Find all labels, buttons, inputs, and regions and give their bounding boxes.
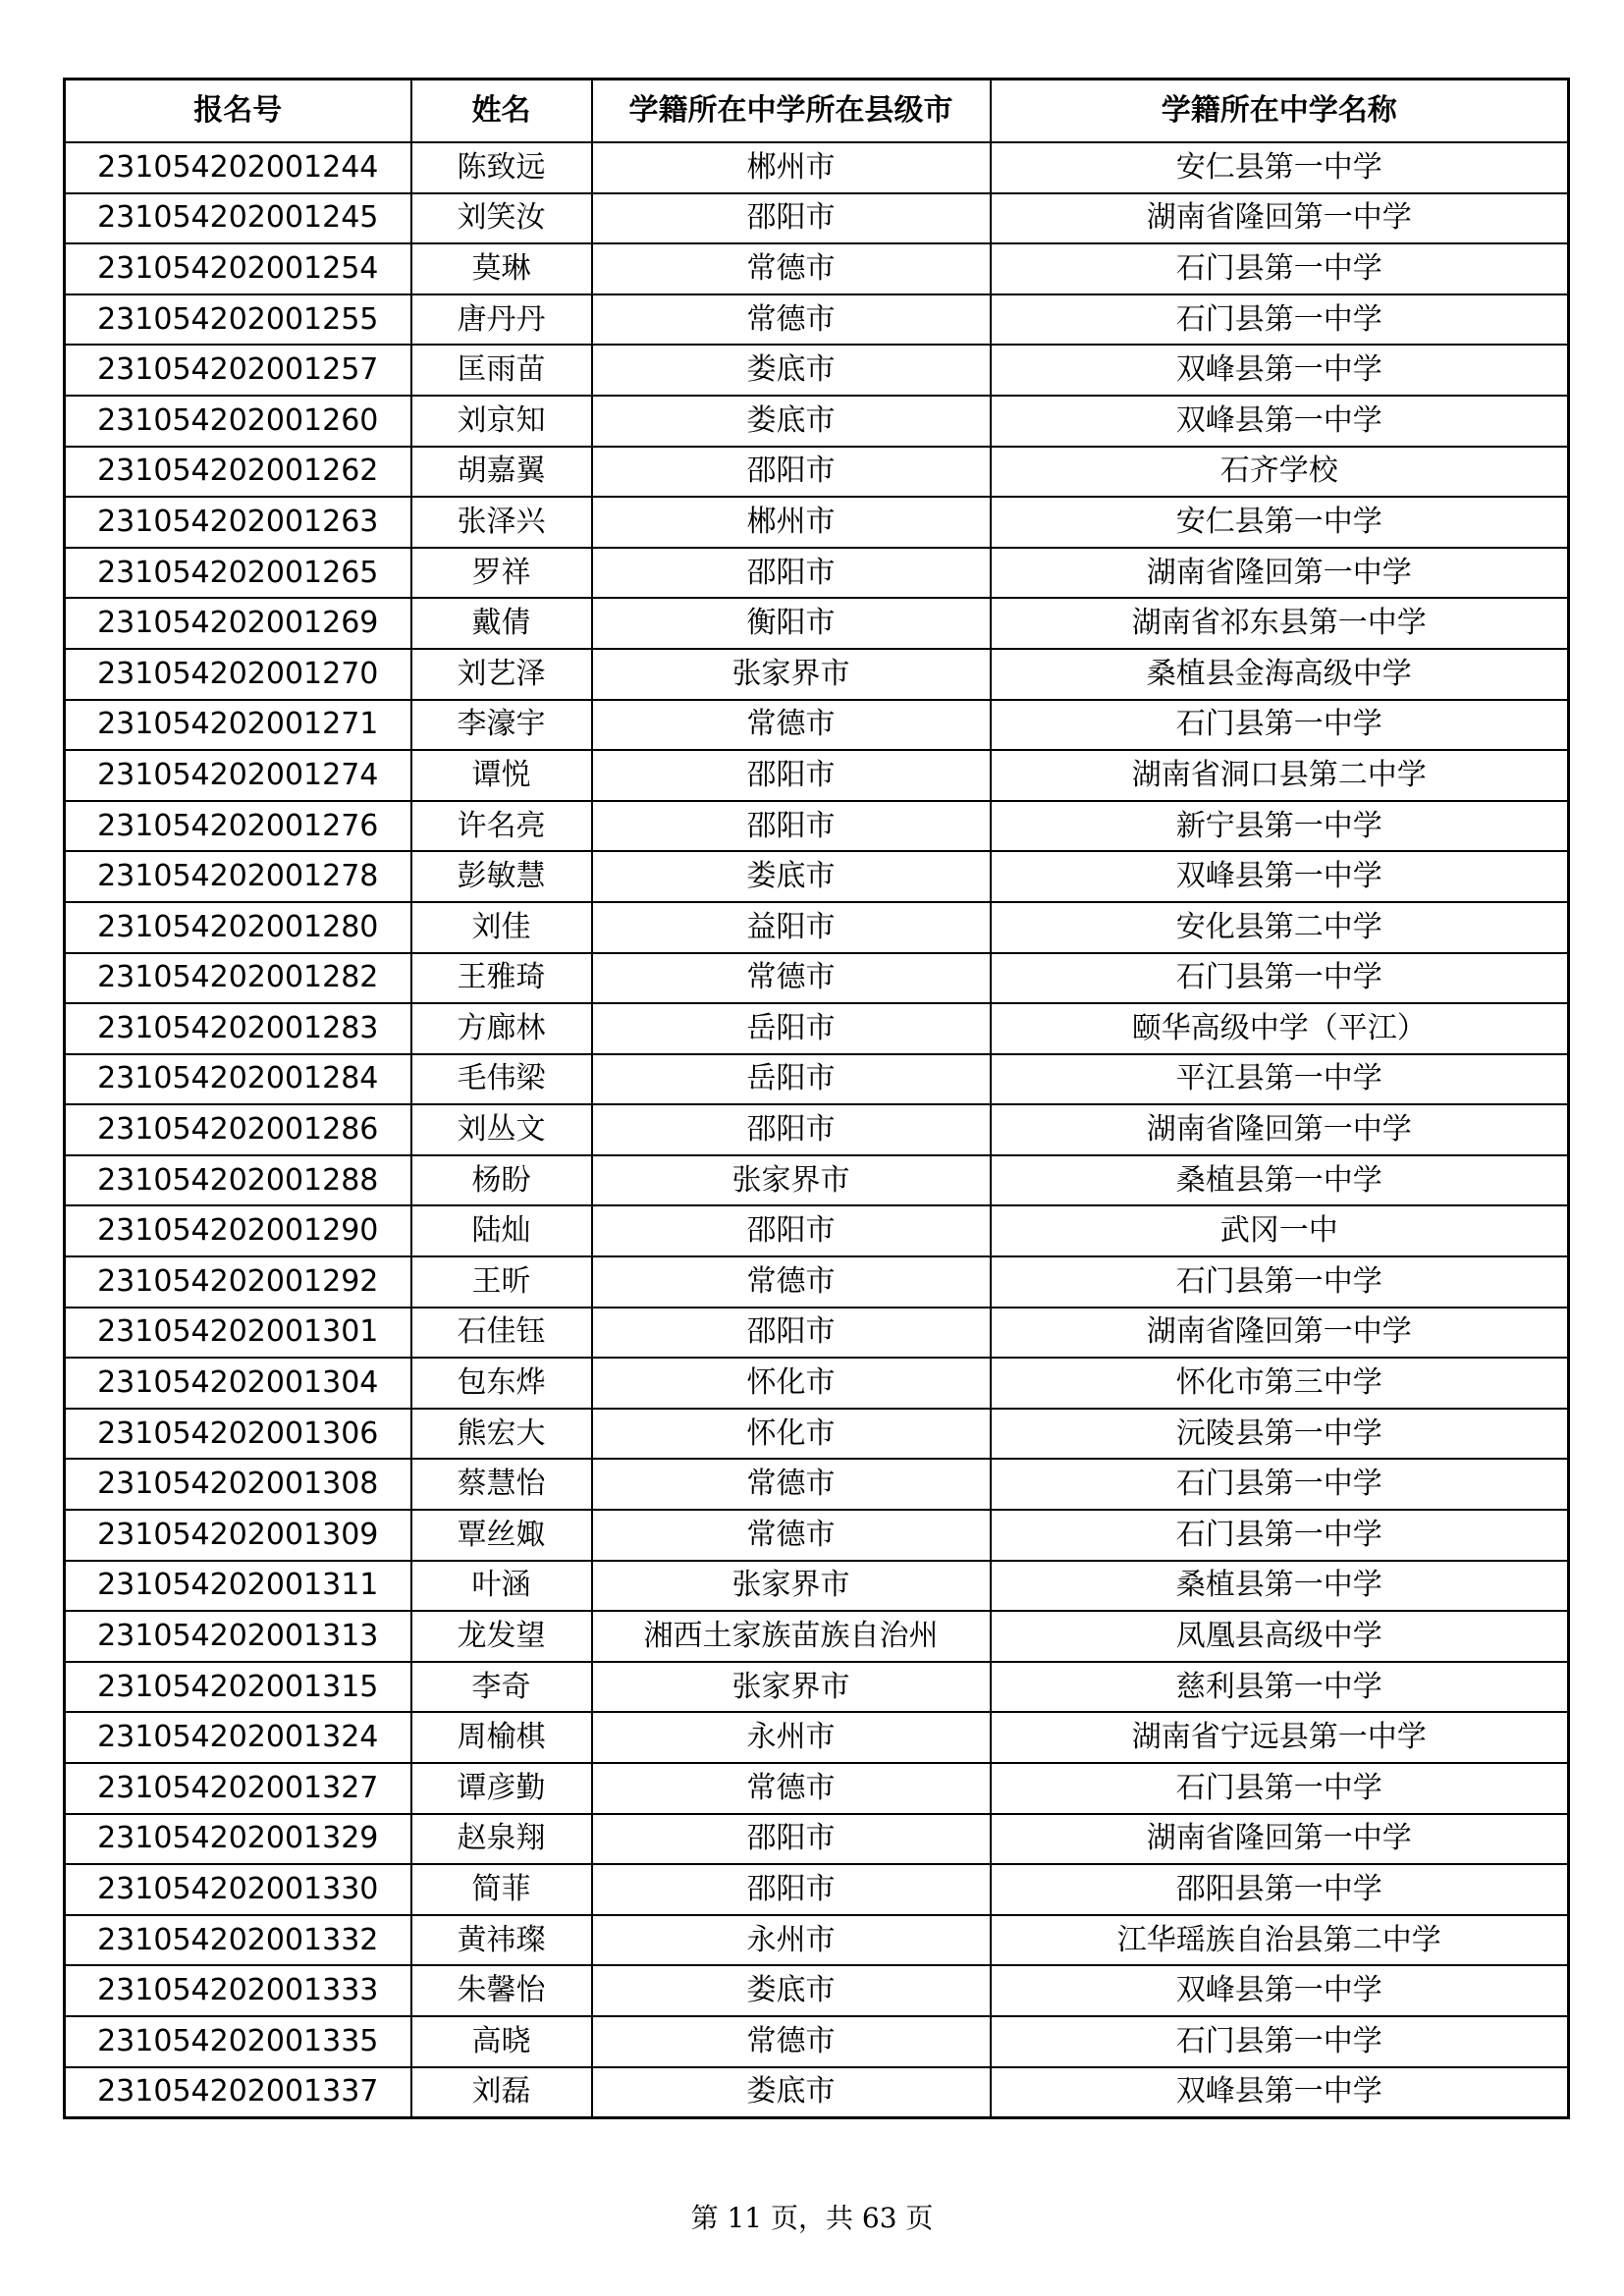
- school-name-cell: 慈利县第一中学: [991, 1662, 1569, 1713]
- name-cell: 杨盼: [411, 1155, 592, 1206]
- table-row: [65, 1965, 1569, 2016]
- table-row: [65, 1814, 1569, 1865]
- school-name-cell: 湖南省宁远县第一中学: [991, 1712, 1569, 1763]
- header-school-name: 学籍所在中学名称: [991, 80, 1569, 143]
- school-city-cell: 常德市: [592, 243, 991, 294]
- registration-number-cell: 231054202001309: [65, 1510, 411, 1561]
- table-row: [65, 1459, 1569, 1510]
- school-name-cell: 湖南省隆回第一中学: [991, 193, 1569, 244]
- table-row: [65, 1712, 1569, 1763]
- table-row: [65, 2067, 1569, 2118]
- registration-number-cell: 231054202001301: [65, 1308, 411, 1359]
- table-row: [65, 1104, 1569, 1155]
- name-cell: 许名亮: [411, 801, 592, 852]
- school-name-cell: 安化县第二中学: [991, 902, 1569, 953]
- school-name-cell: 石门县第一中学: [991, 243, 1569, 294]
- school-city-cell: 常德市: [592, 700, 991, 751]
- name-cell: 赵泉翔: [411, 1814, 592, 1865]
- school-city-cell: 怀化市: [592, 1358, 991, 1409]
- school-name-cell: 湖南省洞口县第二中学: [991, 750, 1569, 801]
- school-city-cell: 怀化市: [592, 1409, 991, 1460]
- name-cell: 包东烨: [411, 1358, 592, 1409]
- school-name-cell: 颐华高级中学（平江）: [991, 1003, 1569, 1054]
- school-city-cell: 娄底市: [592, 396, 991, 447]
- table-row: [65, 1915, 1569, 1966]
- name-cell: 陆灿: [411, 1205, 592, 1256]
- name-cell: 罗祥: [411, 548, 592, 599]
- school-city-cell: 常德市: [592, 2016, 991, 2067]
- registration-number-cell: 231054202001333: [65, 1965, 411, 2016]
- school-name-cell: 湖南省隆回第一中学: [991, 1104, 1569, 1155]
- school-name-cell: 石门县第一中学: [991, 953, 1569, 1004]
- registration-number-cell: 231054202001327: [65, 1763, 411, 1814]
- school-city-cell: 邵阳市: [592, 1864, 991, 1915]
- table-row: [65, 649, 1569, 700]
- school-city-cell: 张家界市: [592, 1662, 991, 1713]
- name-cell: 彭敏慧: [411, 851, 592, 902]
- registration-number-cell: 231054202001330: [65, 1864, 411, 1915]
- school-name-cell: 石齐学校: [991, 447, 1569, 498]
- school-city-cell: 郴州市: [592, 497, 991, 548]
- table-row: [65, 851, 1569, 902]
- school-city-cell: 常德市: [592, 1763, 991, 1814]
- header-school-city: 学籍所在中学所在县级市: [592, 80, 991, 143]
- name-cell: 刘艺泽: [411, 649, 592, 700]
- school-name-cell: 湖南省隆回第一中学: [991, 1308, 1569, 1359]
- table-row: [65, 1155, 1569, 1206]
- school-name-cell: 沅陵县第一中学: [991, 1409, 1569, 1460]
- school-city-cell: 娄底市: [592, 851, 991, 902]
- school-name-cell: 石门县第一中学: [991, 1763, 1569, 1814]
- school-name-cell: 石门县第一中学: [991, 1256, 1569, 1308]
- name-cell: 胡嘉翼: [411, 447, 592, 498]
- school-city-cell: 常德市: [592, 1256, 991, 1308]
- table-row: [65, 1205, 1569, 1256]
- registration-number-cell: 231054202001260: [65, 396, 411, 447]
- table-row: [65, 1054, 1569, 1105]
- name-cell: 龙发望: [411, 1611, 592, 1662]
- table-row: [65, 1662, 1569, 1713]
- table-row: [65, 447, 1569, 498]
- name-cell: 谭悦: [411, 750, 592, 801]
- school-city-cell: 邵阳市: [592, 1308, 991, 1359]
- school-name-cell: 石门县第一中学: [991, 294, 1569, 346]
- school-name-cell: 桑植县第一中学: [991, 1155, 1569, 1206]
- school-city-cell: 邵阳市: [592, 750, 991, 801]
- table-row: [65, 1611, 1569, 1662]
- school-name-cell: 桑植县第一中学: [991, 1561, 1569, 1612]
- school-name-cell: 石门县第一中学: [991, 2016, 1569, 2067]
- name-cell: 唐丹丹: [411, 294, 592, 346]
- table-row: [65, 598, 1569, 649]
- name-cell: 周榆棋: [411, 1712, 592, 1763]
- registration-number-cell: 231054202001329: [65, 1814, 411, 1865]
- registration-number-cell: 231054202001257: [65, 345, 411, 396]
- registration-number-cell: 231054202001337: [65, 2067, 411, 2118]
- registration-number-cell: 231054202001283: [65, 1003, 411, 1054]
- registration-number-cell: 231054202001280: [65, 902, 411, 953]
- table-row: [65, 1308, 1569, 1359]
- name-cell: 黄祎璨: [411, 1915, 592, 1966]
- table-row: [65, 1256, 1569, 1308]
- table-row: [65, 700, 1569, 751]
- name-cell: 王雅琦: [411, 953, 592, 1004]
- school-city-cell: 常德市: [592, 1510, 991, 1561]
- registration-number-cell: 231054202001265: [65, 548, 411, 599]
- school-name-cell: 邵阳县第一中学: [991, 1864, 1569, 1915]
- registration-number-cell: 231054202001332: [65, 1915, 411, 1966]
- name-cell: 刘佳: [411, 902, 592, 953]
- registration-number-cell: 231054202001245: [65, 193, 411, 244]
- table-row: [65, 1561, 1569, 1612]
- page-number-footer: 第 11 页，共 63 页: [690, 2202, 934, 2234]
- name-cell: 谭彦勤: [411, 1763, 592, 1814]
- table-row: [65, 142, 1569, 193]
- school-name-cell: 凤凰县高级中学: [991, 1611, 1569, 1662]
- table-row: [65, 294, 1569, 346]
- school-name-cell: 武冈一中: [991, 1205, 1569, 1256]
- name-cell: 刘丛文: [411, 1104, 592, 1155]
- school-city-cell: 邵阳市: [592, 1104, 991, 1155]
- registration-number-cell: 231054202001254: [65, 243, 411, 294]
- name-cell: 朱馨怡: [411, 1965, 592, 2016]
- name-cell: 刘磊: [411, 2067, 592, 2118]
- school-name-cell: 湖南省隆回第一中学: [991, 548, 1569, 599]
- school-name-cell: 湖南省祁东县第一中学: [991, 598, 1569, 649]
- table-row: [65, 801, 1569, 852]
- school-city-cell: 湘西土家族苗族自治州: [592, 1611, 991, 1662]
- school-name-cell: 江华瑶族自治县第二中学: [991, 1915, 1569, 1966]
- name-cell: 叶涵: [411, 1561, 592, 1612]
- school-city-cell: 常德市: [592, 1459, 991, 1510]
- registration-number-cell: 231054202001255: [65, 294, 411, 346]
- registration-number-cell: 231054202001315: [65, 1662, 411, 1713]
- school-city-cell: 张家界市: [592, 1155, 991, 1206]
- table-row: [65, 497, 1569, 548]
- school-city-cell: 邵阳市: [592, 1205, 991, 1256]
- table-row: [65, 548, 1569, 599]
- school-city-cell: 张家界市: [592, 1561, 991, 1612]
- name-cell: 熊宏大: [411, 1409, 592, 1460]
- school-name-cell: 石门县第一中学: [991, 1510, 1569, 1561]
- registration-number-cell: 231054202001262: [65, 447, 411, 498]
- registration-number-cell: 231054202001282: [65, 953, 411, 1004]
- name-cell: 刘京知: [411, 396, 592, 447]
- registration-number-cell: 231054202001290: [65, 1205, 411, 1256]
- name-cell: 王昕: [411, 1256, 592, 1308]
- admission-roster-table: [63, 78, 1570, 2119]
- school-name-cell: 石门县第一中学: [991, 700, 1569, 751]
- registration-number-cell: 231054202001244: [65, 142, 411, 193]
- table-row: [65, 750, 1569, 801]
- table-row: [65, 1763, 1569, 1814]
- school-city-cell: 邵阳市: [592, 548, 991, 599]
- school-city-cell: 邵阳市: [592, 447, 991, 498]
- name-cell: 简菲: [411, 1864, 592, 1915]
- school-city-cell: 常德市: [592, 294, 991, 346]
- roster-sheet: [63, 78, 1567, 2119]
- registration-number-cell: 231054202001274: [65, 750, 411, 801]
- school-name-cell: 桑植县金海高级中学: [991, 649, 1569, 700]
- name-cell: 陈致远: [411, 142, 592, 193]
- name-cell: 刘笑汝: [411, 193, 592, 244]
- school-city-cell: 郴州市: [592, 142, 991, 193]
- school-name-cell: 双峰县第一中学: [991, 396, 1569, 447]
- registration-number-cell: 231054202001270: [65, 649, 411, 700]
- school-name-cell: 双峰县第一中学: [991, 2067, 1569, 2118]
- registration-number-cell: 231054202001306: [65, 1409, 411, 1460]
- name-cell: 张泽兴: [411, 497, 592, 548]
- school-city-cell: 邵阳市: [592, 1814, 991, 1865]
- registration-number-cell: 231054202001304: [65, 1358, 411, 1409]
- table-body: [65, 142, 1569, 2118]
- school-name-cell: 双峰县第一中学: [991, 1965, 1569, 2016]
- table-row: [65, 243, 1569, 294]
- school-city-cell: 常德市: [592, 953, 991, 1004]
- registration-number-cell: 231054202001324: [65, 1712, 411, 1763]
- school-city-cell: 张家界市: [592, 649, 991, 700]
- registration-number-cell: 231054202001278: [65, 851, 411, 902]
- name-cell: 毛伟梁: [411, 1054, 592, 1105]
- school-city-cell: 邵阳市: [592, 193, 991, 244]
- school-city-cell: 永州市: [592, 1915, 991, 1966]
- name-cell: 蔡慧怡: [411, 1459, 592, 1510]
- school-name-cell: 双峰县第一中学: [991, 851, 1569, 902]
- school-name-cell: 平江县第一中学: [991, 1054, 1569, 1105]
- school-city-cell: 岳阳市: [592, 1054, 991, 1105]
- registration-number-cell: 231054202001335: [65, 2016, 411, 2067]
- school-city-cell: 娄底市: [592, 1965, 991, 2016]
- school-name-cell: 石门县第一中学: [991, 1459, 1569, 1510]
- registration-number-cell: 231054202001271: [65, 700, 411, 751]
- table-row: [65, 2016, 1569, 2067]
- registration-number-cell: 231054202001276: [65, 801, 411, 852]
- school-city-cell: 衡阳市: [592, 598, 991, 649]
- header-name: 姓名: [411, 80, 592, 143]
- table-row: [65, 902, 1569, 953]
- name-cell: 李濠宇: [411, 700, 592, 751]
- school-city-cell: 娄底市: [592, 2067, 991, 2118]
- school-name-cell: 安仁县第一中学: [991, 497, 1569, 548]
- table-row: [65, 1510, 1569, 1561]
- school-name-cell: 安仁县第一中学: [991, 142, 1569, 193]
- name-cell: 方廊林: [411, 1003, 592, 1054]
- table-row: [65, 1003, 1569, 1054]
- registration-number-cell: 231054202001313: [65, 1611, 411, 1662]
- school-city-cell: 岳阳市: [592, 1003, 991, 1054]
- school-name-cell: 湖南省隆回第一中学: [991, 1814, 1569, 1865]
- registration-number-cell: 231054202001308: [65, 1459, 411, 1510]
- name-cell: 匡雨苗: [411, 345, 592, 396]
- registration-number-cell: 231054202001263: [65, 497, 411, 548]
- registration-number-cell: 231054202001286: [65, 1104, 411, 1155]
- registration-number-cell: 231054202001284: [65, 1054, 411, 1105]
- table-row: [65, 1864, 1569, 1915]
- table-header-row: [65, 80, 1569, 143]
- header-registration-number: 报名号: [65, 80, 411, 143]
- table-row: [65, 1358, 1569, 1409]
- name-cell: 石佳钰: [411, 1308, 592, 1359]
- registration-number-cell: 231054202001269: [65, 598, 411, 649]
- name-cell: 覃丝娵: [411, 1510, 592, 1561]
- name-cell: 高晓: [411, 2016, 592, 2067]
- table-row: [65, 953, 1569, 1004]
- school-city-cell: 邵阳市: [592, 801, 991, 852]
- name-cell: 莫琳: [411, 243, 592, 294]
- table-row: [65, 396, 1569, 447]
- registration-number-cell: 231054202001292: [65, 1256, 411, 1308]
- school-name-cell: 新宁县第一中学: [991, 801, 1569, 852]
- school-name-cell: 双峰县第一中学: [991, 345, 1569, 396]
- table-row: [65, 345, 1569, 396]
- table-row: [65, 1409, 1569, 1460]
- registration-number-cell: 231054202001288: [65, 1155, 411, 1206]
- name-cell: 戴倩: [411, 598, 592, 649]
- school-city-cell: 永州市: [592, 1712, 991, 1763]
- school-city-cell: 娄底市: [592, 345, 991, 396]
- registration-number-cell: 231054202001311: [65, 1561, 411, 1612]
- school-city-cell: 益阳市: [592, 902, 991, 953]
- table-row: [65, 193, 1569, 244]
- school-name-cell: 怀化市第三中学: [991, 1358, 1569, 1409]
- name-cell: 李奇: [411, 1662, 592, 1713]
